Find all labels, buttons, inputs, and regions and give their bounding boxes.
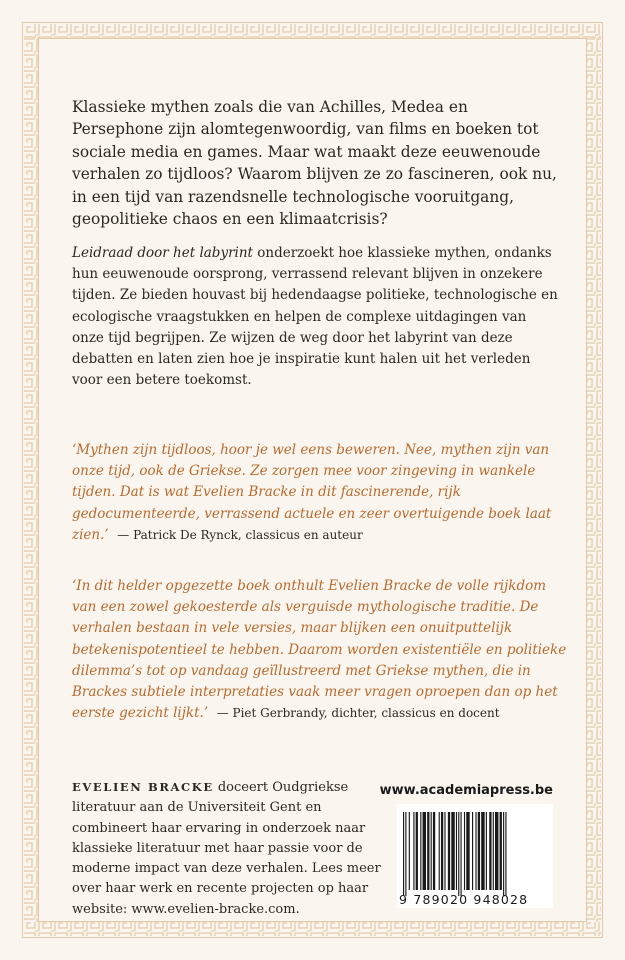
quote-attribution: — Piet Gerbrandy, dichter, classicus en docent — [216, 706, 500, 721]
barcode-bar — [481, 812, 484, 890]
barcode-bar — [451, 812, 454, 890]
barcode-bar — [464, 812, 465, 890]
review-quote — [72, 440, 572, 546]
barcode-bar — [478, 812, 480, 890]
barcode-bar — [439, 812, 440, 890]
barcode-bar — [495, 812, 498, 890]
isbn-digits: 9 789020 948028 — [399, 892, 529, 907]
barcode-bar — [413, 812, 414, 890]
barcode-bar — [416, 812, 418, 890]
author-bio-text: doceert Oudgriekse literatuur aan de Universiteit Gent en combineert haar ervaring in onderzoek naar klassieke literatuur met haar passie voor de moderne impact van deze verhalen. Lees meer over haar werk en recente projecten op haar website: www.evelien-bracke.com. — [72, 780, 381, 917]
barcode-bar — [405, 812, 406, 896]
barcode-bar — [441, 812, 443, 890]
barcode-bar — [444, 812, 445, 890]
author-bio — [72, 777, 392, 920]
barcode-bar — [458, 812, 459, 896]
barcode-bar — [431, 812, 432, 890]
quote-attribution: — Patrick De Rynck, classicus en auteur — [117, 527, 363, 542]
quote-text: ‘In dit helder opgezette boek onthult Evelien Bracke de volle rijkdom van een zowel gekoesterde als verguisde mythologische traditie. De verhalen bestaan in vele versies, maar blijken een onuitputtelijk betekenispotentieel te hebben. Daarom worden existentiële en politieke dilemma’s tot op vandaag geïllustreerd met Griekse mythen, die in Brackes subtiele interpretaties vaak meer vragen oproepen dan op het eerste gezicht lijkt.’ — [72, 578, 567, 722]
barcode-bar — [505, 812, 506, 896]
barcode-bar — [423, 812, 426, 890]
barcode-bar — [500, 812, 502, 890]
barcode-bar — [493, 812, 494, 890]
description-paragraph — [72, 243, 558, 391]
barcode-bar — [466, 812, 469, 890]
barcode-bar — [433, 812, 435, 890]
barcode-bar — [489, 812, 491, 890]
author-name: EVELIEN BRACKE — [72, 780, 214, 794]
barcode-bar — [448, 812, 450, 890]
barcode-bar — [427, 812, 429, 890]
barcode-bar — [475, 812, 476, 890]
book-title: Leidraad door het labyrint — [72, 245, 253, 261]
review-quote — [72, 576, 572, 724]
quote-text: ‘Mythen zijn tijdloos, hoor je wel eens beweren. Nee, mythen zijn van onze tijd, ook de Griekse. Ze zorgen mee voor zingeving in wankele tijden. Dat is wat Evelien Bracke in dit fascinerende, rijk gedocumenteerde, verrassend actuele en zeer overtuigende boek laat zien.’ — [72, 442, 552, 543]
description-text: onderzoekt hoe klassieke mythen, ondanks hun eeuwenoude oorsprong, verrassend relevant blijven in onzekere tijden. Ze bieden houvast bij hedendaagse politieke, technologische en ecologische vraagstukken en helpen de complexe uitdagingen van onze tijd begrijpen. Ze wijzen de weg door het labyrint van deze debatten en laten zien hoe je inspiratie kunt halen uit het verleden voor een betere toekomst. — [72, 245, 558, 389]
barcode-bar — [486, 812, 487, 890]
barcode-bar — [409, 812, 410, 890]
barcode-bar — [403, 812, 404, 896]
barcode-bar — [472, 812, 473, 890]
barcode-bar — [503, 812, 504, 896]
barcode-bar — [456, 812, 457, 890]
barcode-bar — [461, 812, 462, 896]
publisher-url[interactable]: www.academiapress.be — [379, 783, 553, 798]
intro-paragraph: Klassieke mythen zoals die van Achilles, Medea en Persephone zijn alomtegenwoordig, van films en boeken tot sociale media en games. Maar wat maakt deze eeuwenoude verhalen zo tijdloos? Waarom blijven ze zo fascineren, ook nu, in een tijd van razendsnelle technologische vooruitgang, geopolitieke chaos en een klimaatcrisis? — [72, 98, 557, 229]
barcode-bar — [420, 812, 421, 890]
